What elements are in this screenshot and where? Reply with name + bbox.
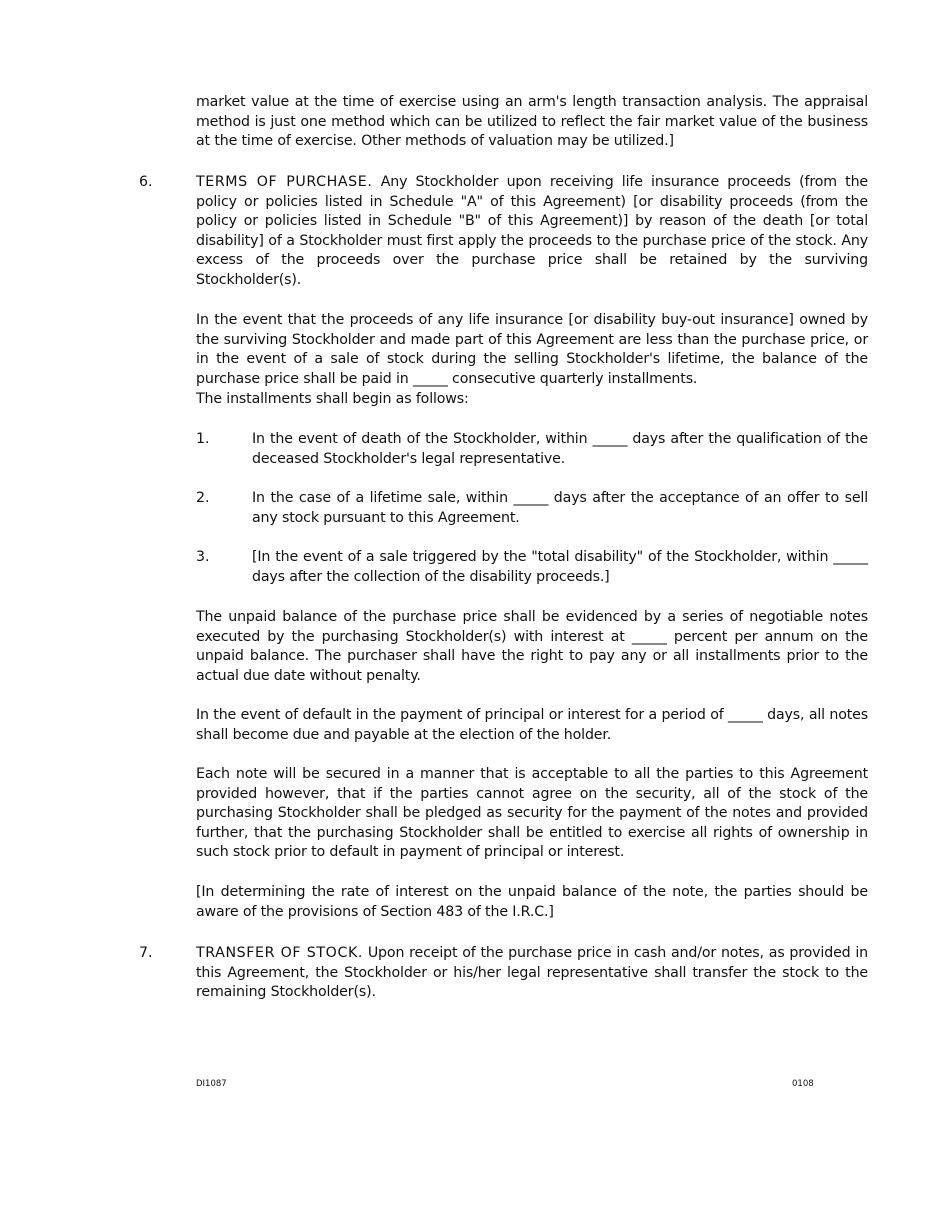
- security-paragraph: Each note will be secured in a manner that is acceptable to all the parties to this Agreement provided however, that if the parties cannot agree on the security, all of the stock of the purchasing Stockholder shall be pledged as security for the payment of the notes and provided further, that the purchasing Stockholder shall be entitled to exercise all rights of ownership in such stock prior to default in payment of principal or interest.: [196, 766, 868, 861]
- section-7-paragraph: [196, 944, 868, 1003]
- section-7-body: Upon receipt of the purchase price in cash and/or notes, as provided in this Agreement, the Stockholder or his/her legal representative shall transfer the stock to the remaining Stockholder(s).: [196, 945, 868, 1001]
- installments-paragraph: In the event that the proceeds of any life insurance [or disability buy-out insurance] owned by the surviving Stockholder and made part of this Agreement are less than the purchase price, or in the event of a sale of stock during the selling Stockholder's lifetime, the balance of the purchase price shall be paid in _____ consecutive quarterly installments.: [196, 312, 868, 387]
- section-6-heading: TERMS OF PURCHASE.: [196, 174, 373, 190]
- list-item-text: [In the event of a sale triggered by the "total disability" of the Stockholder, within _____ days after the collection of the disability proceeds.]: [252, 549, 868, 585]
- unpaid-balance-paragraph: The unpaid balance of the purchase price shall be evidenced by a series of negotiable notes executed by the purchasing Stockholder(s) with interest at _____ percent per annum on the unpaid balance. The purchaser shall have the right to pay any or all installments prior to the actual due date without penalty.: [196, 609, 868, 684]
- list-item-text: In the event of death of the Stockholder, within _____ days after the qualification of the deceased Stockholder's legal representative.: [252, 431, 868, 467]
- list-item-number: 1.: [196, 431, 210, 447]
- section-6-paragraph: [196, 173, 868, 291]
- footer-form-code: DI1087: [196, 1079, 227, 1089]
- footer-revision: 0108: [792, 1079, 814, 1089]
- default-paragraph: In the event of default in the payment of principal or interest for a period of _____ days, all notes shall become due and payable at the election of the holder.: [196, 707, 868, 743]
- section-6-body: Any Stockholder upon receiving life insurance proceeds (from the policy or policies listed in Schedule "A" of this Agreement) [or disability proceeds (from the policy or policies listed in Schedule "B" of this Agreement)] by reason of the death [or total disability] of a Stockholder must first apply the proceeds to the purchase price of the stock. Any excess of the proceeds over the purchase price shall be retained by the surviving Stockholder(s).: [196, 174, 869, 288]
- list-item-text: In the case of a lifetime sale, within _____ days after the acceptance of an offer to sell any stock pursuant to this Agreement.: [252, 490, 868, 526]
- section-7-number: 7.: [139, 945, 153, 961]
- section-7-heading: TRANSFER OF STOCK.: [196, 945, 363, 961]
- list-item-number: 2.: [196, 490, 210, 506]
- list-item-number: 3.: [196, 549, 210, 565]
- installments-paragraph-end: The installments shall begin as follows:: [196, 391, 469, 407]
- interest-note-paragraph: [In determining the rate of interest on the unpaid balance of the note, the parties should be aware of the provisions of Section 483 of the I.R.C.]: [196, 884, 868, 920]
- intro-paragraph: market value at the time of exercise using an arm's length transaction analysis. The appraisal method is just one method which can be utilized to reflect the fair market value of the business at the time of exercise. Other methods of valuation may be utilized.]: [196, 94, 868, 150]
- section-6-number: 6.: [139, 174, 153, 190]
